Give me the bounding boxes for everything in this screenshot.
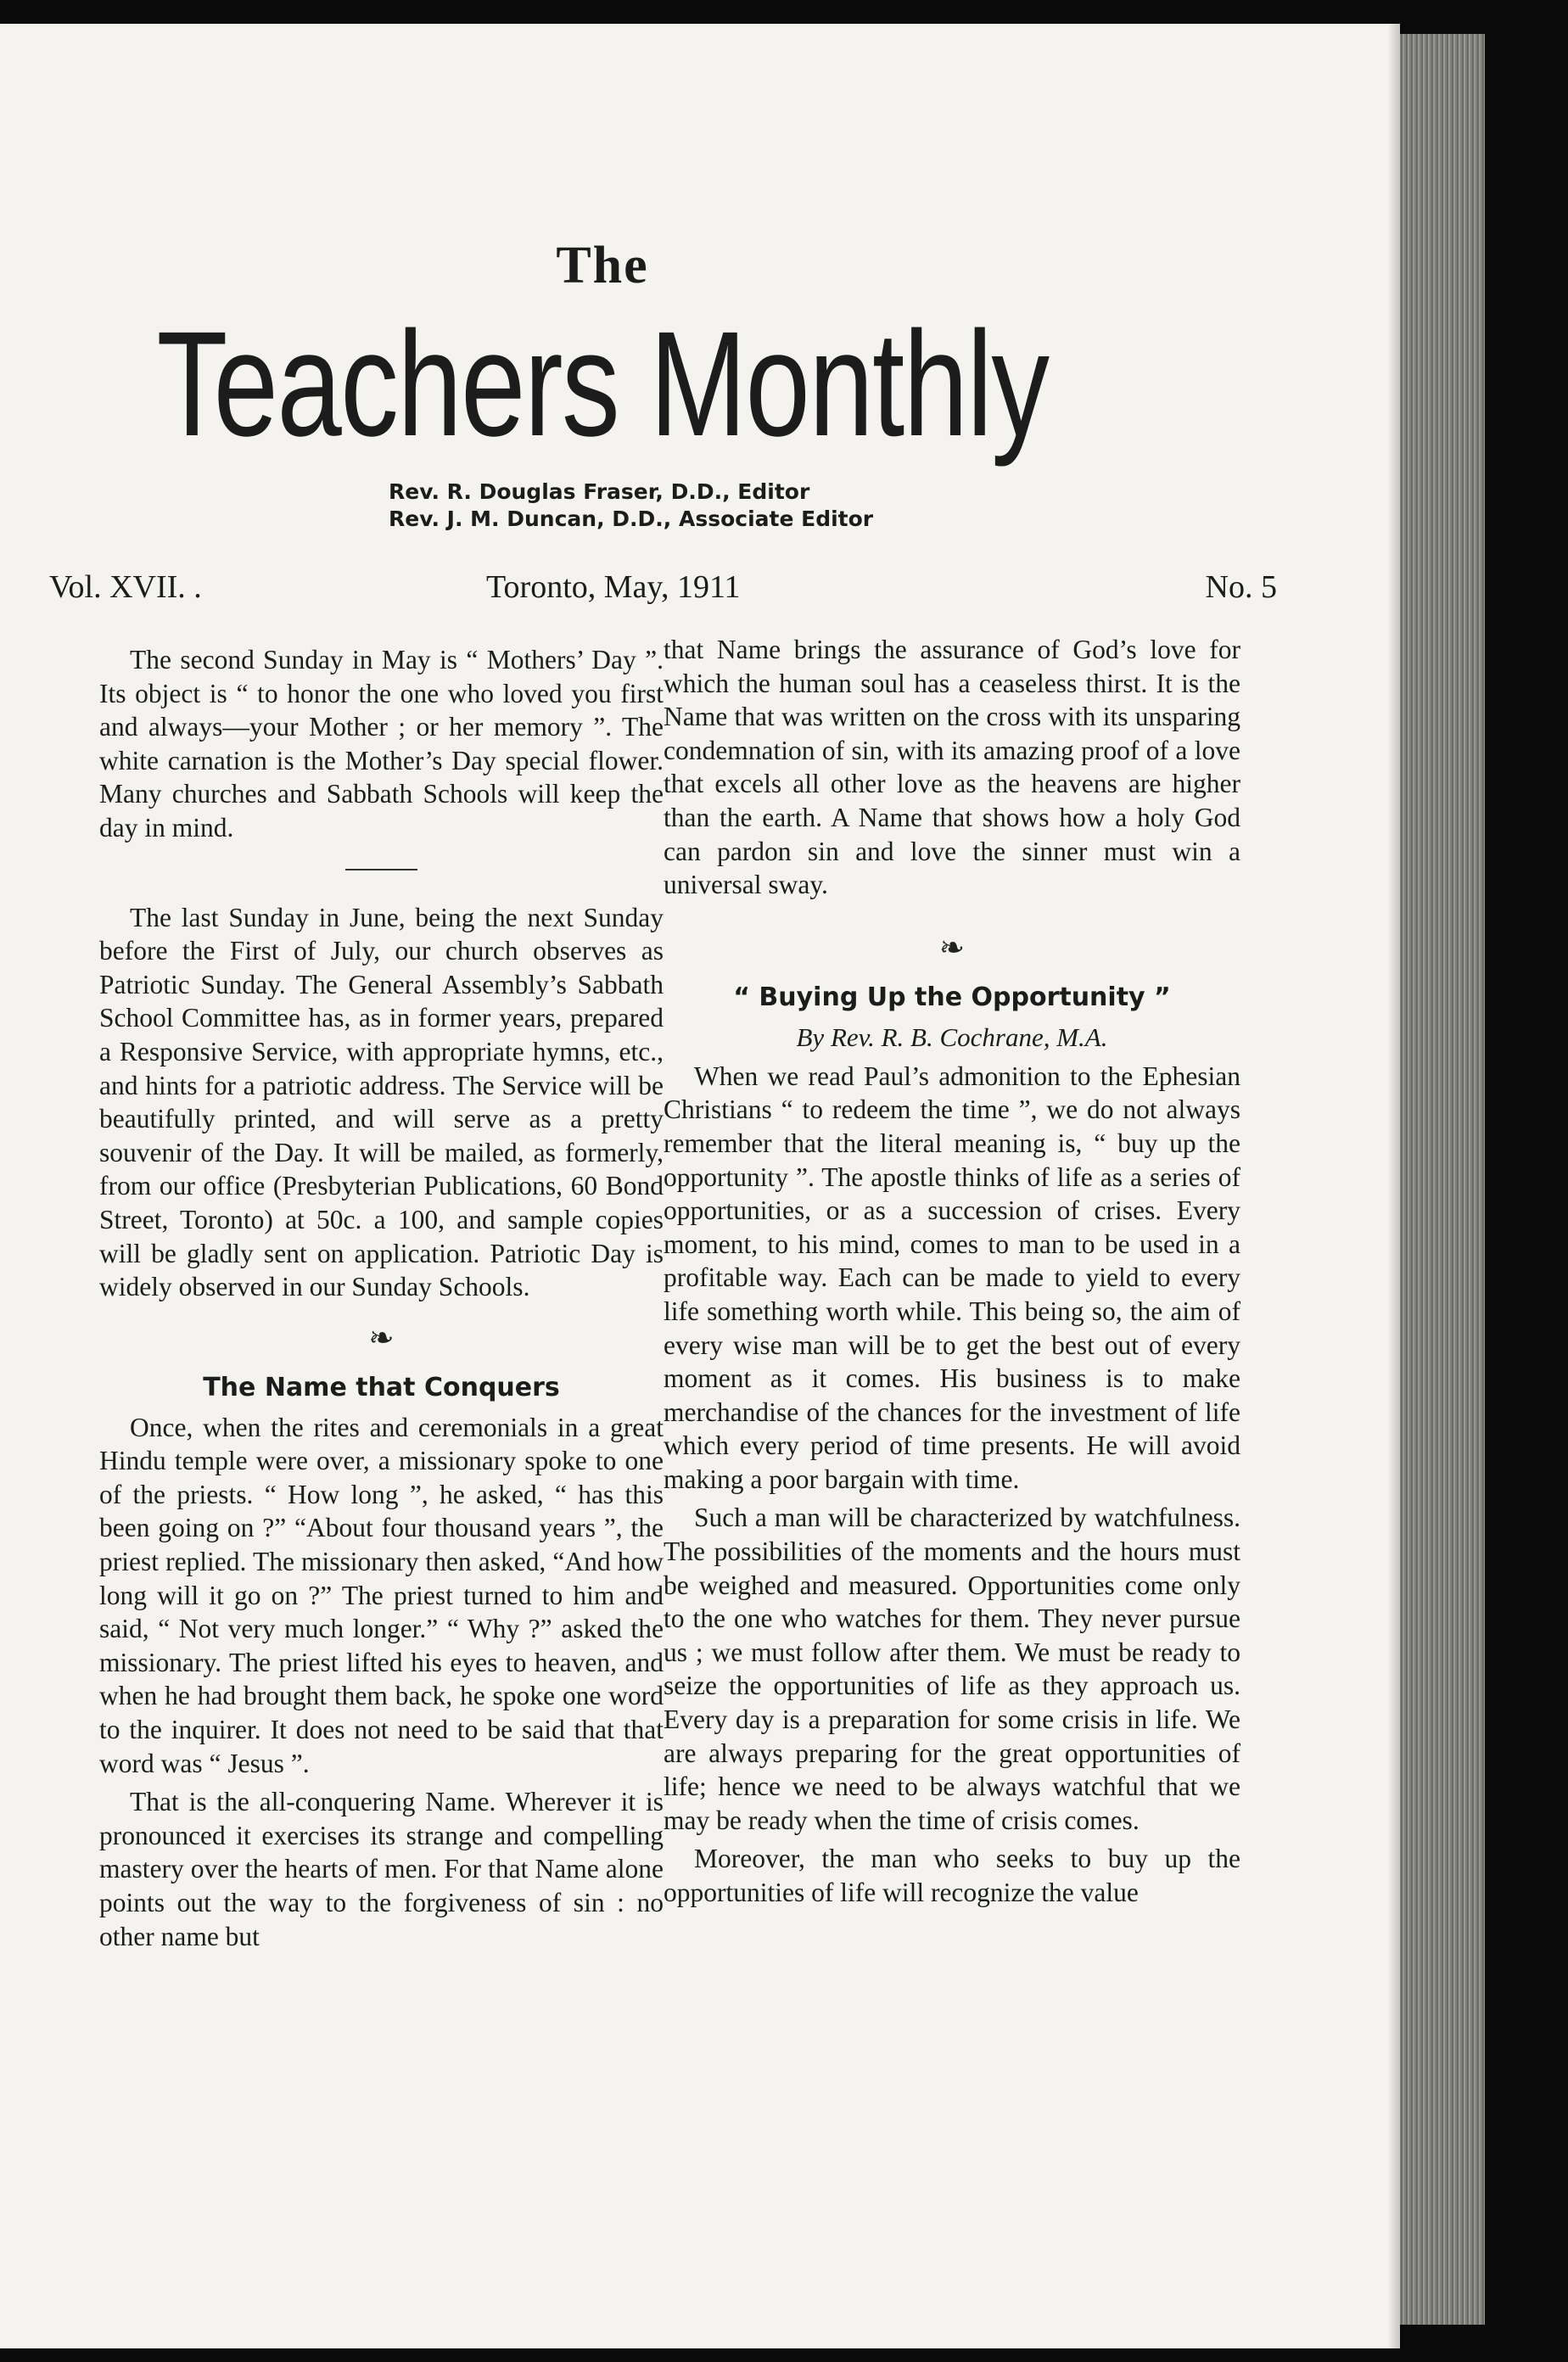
article-paragraph: Once, when the rites and ceremonials in a great Hindu temple were over, a missionary spoke to one of the priests. “ How long ”, he asked, “ has this been going on ?” “About four thousand years ”, the priest replied. The missionary then asked, “And how long will it go on ?” The priest turned to him and said, “ Not very much longer.” “ Why ?” asked the missionary. The priest lifted his eyes to heaven, and when he had brought them back, he spoke one word to the inquirer. It does not need to be said that that word was “ Jesus ”. — [99, 1412, 664, 1778]
article-paragraph: When we read Paul’s admonition to the Ephesian Christians “ to redeem the time ”, we do not always remember that the literal meaning is, “ buy up the opportunity ”. The apostle thinks of life as a series of opportunities, or as a succession of crises. Every moment, to his mind, comes to man to be used in a profitable way. Each can be made to yield to every life something worth while. This being so, the aim of every wise man will be to get the best out of every moment as it comes. His business is to make merchandise of the chances for the investment of life which every period of time presents. He will avoid making a poor bargain with time. — [664, 1061, 1240, 1494]
leaf-ornament-icon: ❧ — [938, 930, 966, 965]
volume-label: Vol. XVII. . — [49, 569, 202, 605]
issue-line — [49, 568, 1277, 609]
article-paragraph: Moreover, the man who seeks to buy up the opportunities of life will recognize the value — [664, 1844, 1240, 1907]
right-column — [664, 633, 1240, 1910]
masthead-title: Teachers Monthly — [156, 301, 1049, 467]
article-byline: By Rev. R. B. Cochrane, M.A. — [796, 1021, 1108, 1052]
leaf-ornament-icon: ❧ — [368, 1320, 395, 1355]
editor-line: Rev. R. Douglas Fraser, D.D., Editor — [389, 479, 810, 504]
article-paragraph: That is the all-conquering Name. Wherever it is pronounced it exercises its strange and compelling mastery over the hearts of men. For that Name alone points out the way to the forgiveness of sin : no other name but — [99, 1787, 664, 1951]
article-continuation-paragraph: that Name brings the assurance of God’s love for which the human soul has a ceaseless thirst. It is the Name that was written on the cross with its unsparing condemnation of sin, with its amazing proof of a love that excels all other love as the heavens are higher than the earth. A Name that shows how a holy God can pardon sin and love the sinner must win a universal sway. — [664, 635, 1240, 900]
article-heading-buying-up-opportunity: “ Buying Up the Opportunity ” — [733, 982, 1171, 1012]
patriotic-sunday-paragraph: The last Sunday in June, being the next Sunday before the First of July, our church observes as Patriotic Sunday. The General Assembly’s Sabbath School Committee has, as in former years, prepared a Responsive Service, with appropriate hymns, etc., and hints for a patriotic address. The Service will be beautifully printed, and will serve as a pretty souvenir of the Day. It will be mailed, as formerly, from our office (Presbyterian Publications, 60 Bond Street, Toronto) at 50c. a 100, and sample copies will be gladly sent on application. Patriotic Day is widely observed in our Sunday Schools. — [99, 902, 664, 1302]
masthead-the: The — [556, 237, 649, 294]
book-page-edges — [1400, 34, 1485, 2325]
issue-number: No. 5 — [1205, 569, 1277, 605]
left-column — [99, 643, 664, 1953]
editors-block — [389, 479, 873, 533]
mothers-day-paragraph: The second Sunday in May is “ Mothers’ Day ”. Its object is “ to honor the one who loved you first and always—your Mother ; or her memory ”. The white carnation is the Mother’s Day special flower. Many churches and Sabbath Schools will keep the day in mind. — [99, 645, 664, 842]
page-sheet — [0, 24, 1400, 2348]
associate-editor-line: Rev. J. M. Duncan, D.D., Associate Editor — [389, 507, 874, 531]
article-heading-name-that-conquers: The Name that Conquers — [203, 1372, 560, 1402]
section-divider — [345, 869, 417, 870]
place-date: Toronto, May, 1911 — [486, 569, 741, 605]
article-paragraph: Such a man will be characterized by watchfulness. The possibilities of the moments and the hours must be weighed and measured. Opportunities come only to the one who watches for them. They never pursue us ; we must follow after them. We must be ready to seize the opportunities of life as they approach us. Every day is a preparation for some crisis in life. We are always preparing for the great opportunities of life; hence we need to be always watchful that we may be ready when the time of crisis comes. — [664, 1503, 1240, 1835]
